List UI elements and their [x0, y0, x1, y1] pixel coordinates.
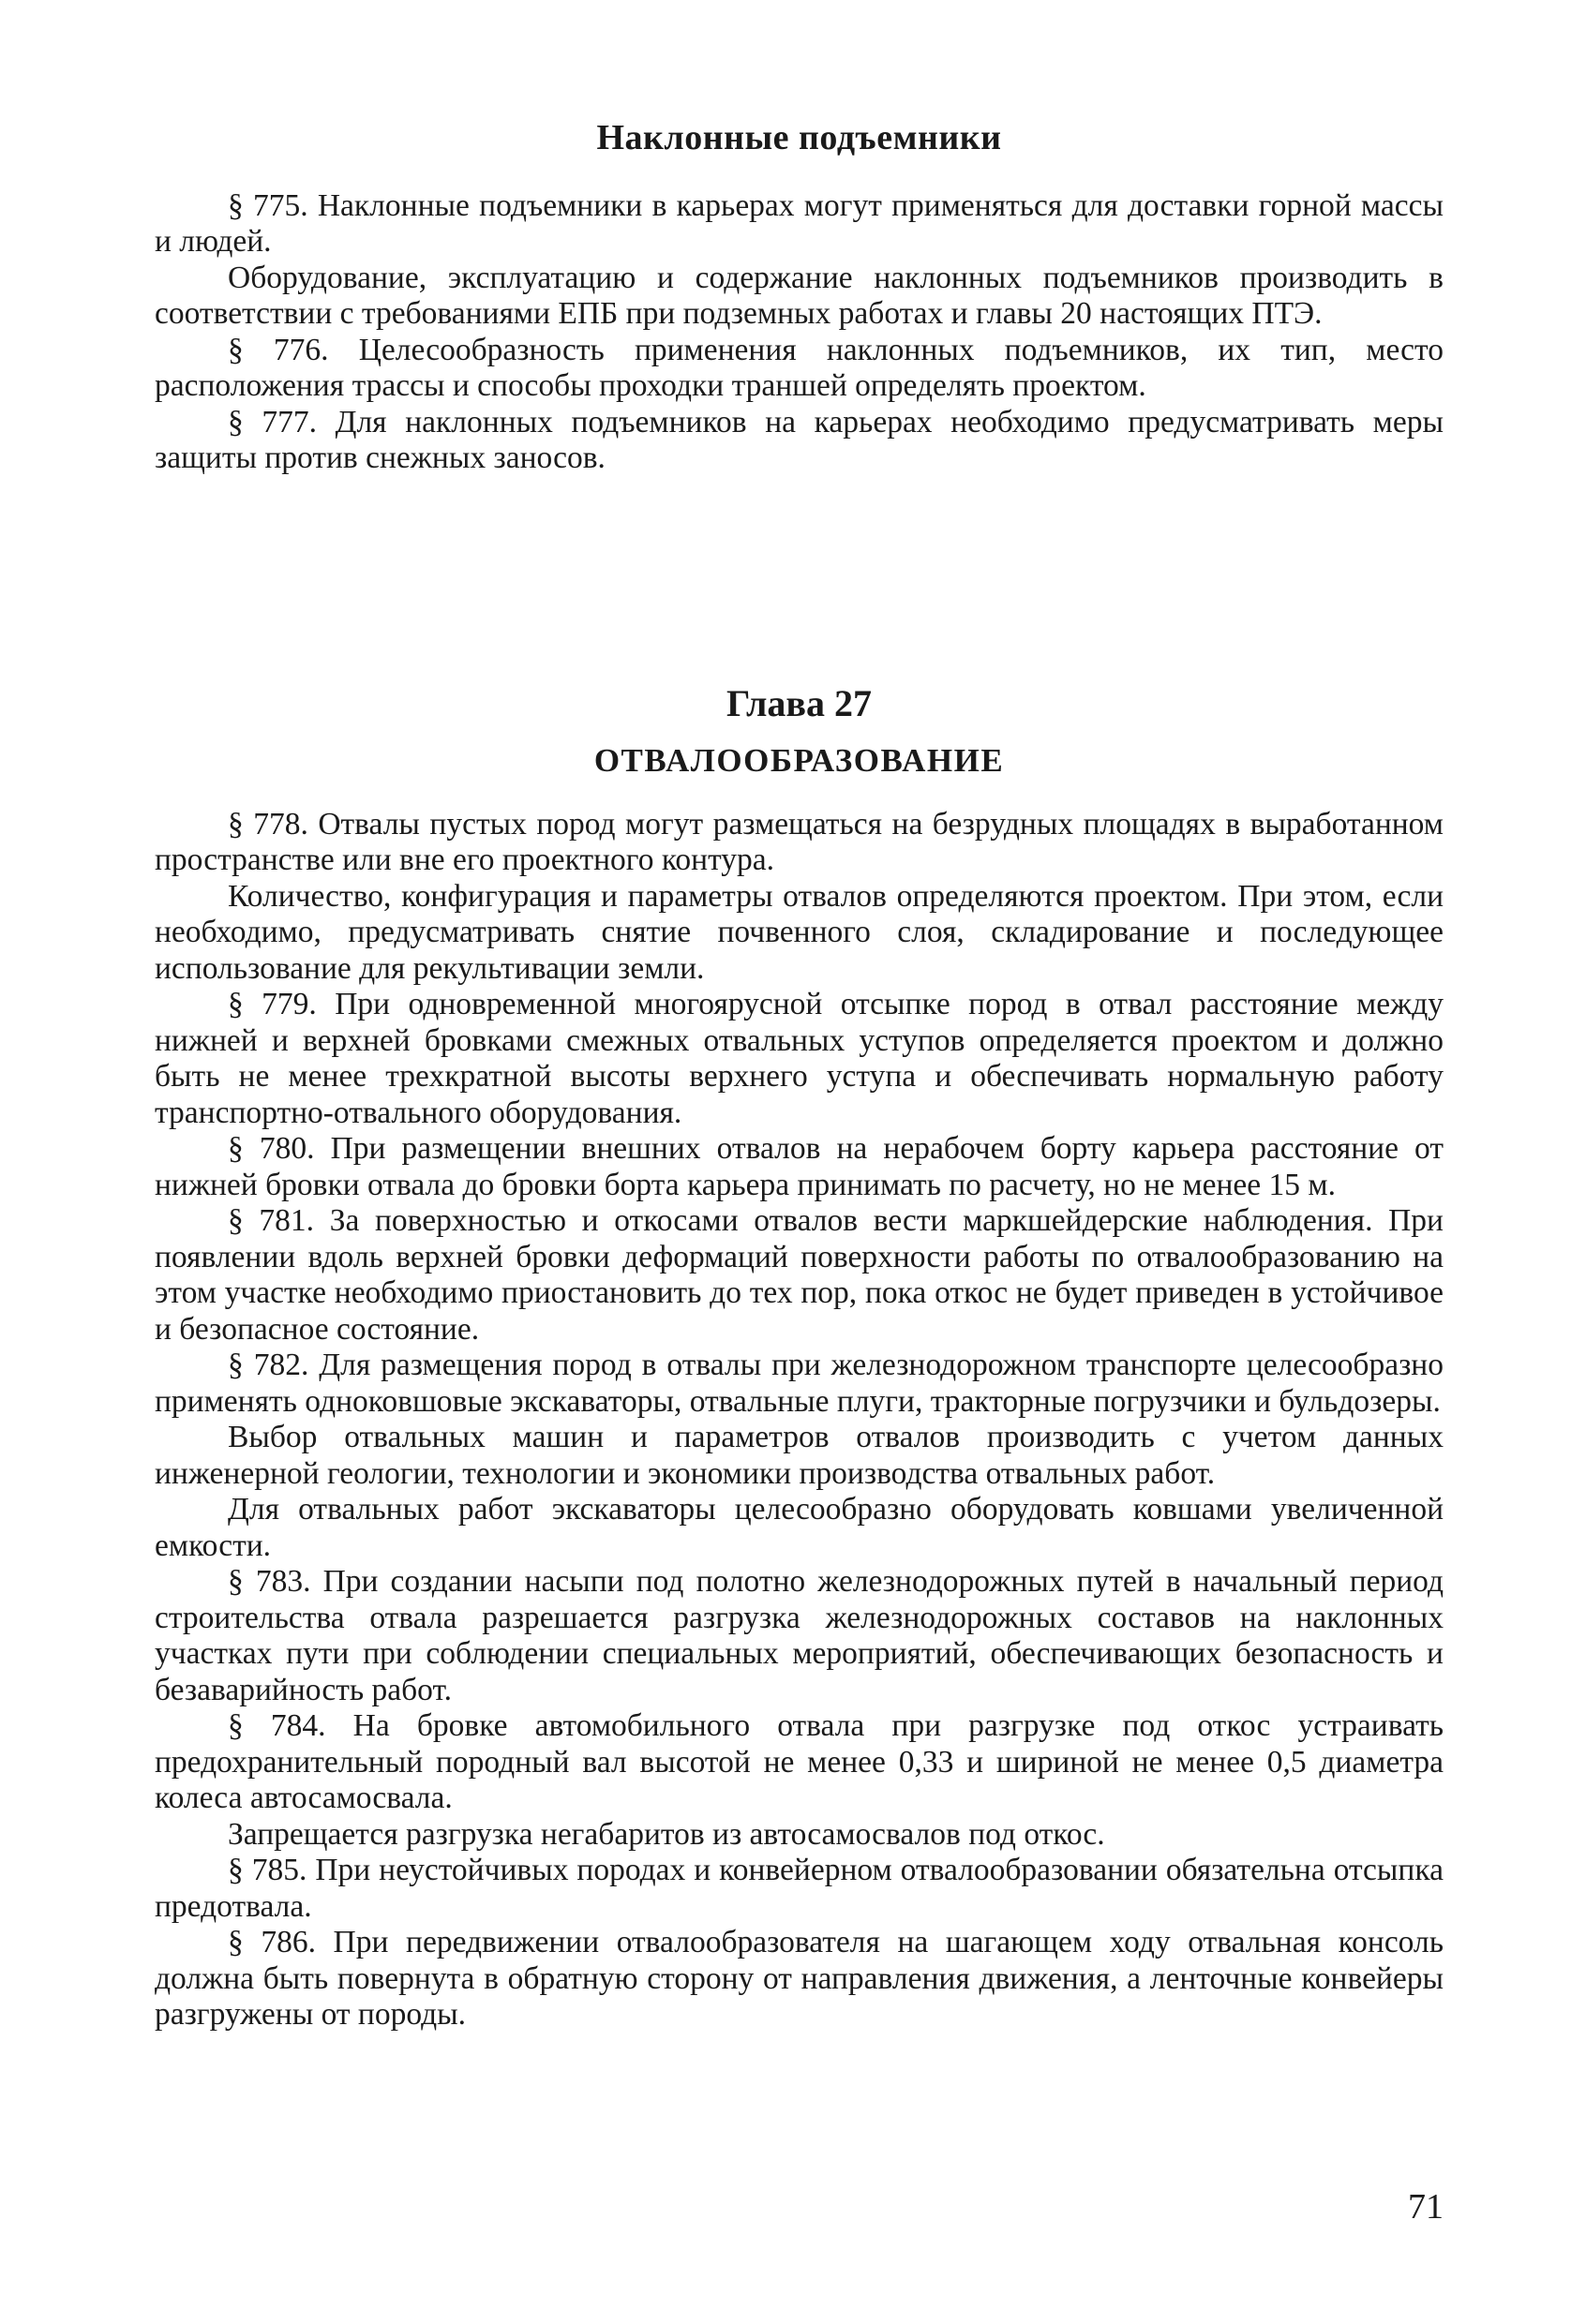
paragraph-786: § 786. При передвижении отвалообразователя на шагающем ходу отвальная консоль должна быть повернута в обратную сторону от направления движения, а ленточные конвейеры разгружены от породы.	[155, 1925, 1444, 2033]
paragraph-777: § 777. Для наклонных подъемников на карьерах необходимо предусматривать меры защиты против снежных заносов.	[155, 404, 1444, 476]
paragraph-excavator-buckets: Для отвальных работ экскаваторы целесообразно оборудовать ковшами увеличенной емкости.	[155, 1492, 1444, 1563]
document-page	[155, 117, 1444, 2034]
section-spacer	[155, 477, 1444, 681]
paragraph-783: § 783. При создании насыпи под полотно железнодорожных путей в начальный период строительства отвала разрешается разгрузка железнодорожных составов на наклонных участках пути при соблюдении специальных мероприятий, обеспечивающих безопасность и безаварийность работ.	[155, 1564, 1444, 1707]
paragraph-oversize-prohibition: Запрещается разгрузка негабаритов из автосамосвалов под откос.	[228, 1816, 1105, 1852]
chapter-subtitle: ОТВАЛООБРАЗОВАНИЕ	[593, 741, 1005, 779]
paragraph-784: § 784. На бровке автомобильного отвала при разгрузке под откос устраивать предохранительный породный вал высотой не менее 0,33 и шириной не менее 0,5 диаметра колеса автосамосвала.	[155, 1708, 1444, 1816]
paragraph-778: § 778. Отвалы пустых пород могут размещаться на безрудных площадях в выработанном пространстве или вне его проектного контура.	[155, 806, 1444, 878]
paragraph-775: § 775. Наклонные подъемники в карьерах могут применяться для доставки горной массы и людей.	[155, 187, 1444, 260]
paragraph-779: § 779. При одновременной многоярусной отсыпке пород в отвал расстояние между нижней и верхней бровками смежных отвальных уступов определяется проектом и должно быть не менее трехкратной высоты верхнего уступа и обеспечивать нормальную работу транспортно-отвального оборудования.	[155, 987, 1444, 1130]
paragraph-equipment: Оборудование, эксплуатацию и содержание наклонных подъемников производить в соответствии с требованиями ЕПБ при подземных работах и главы 20 настоящих ПТЭ.	[155, 260, 1444, 332]
paragraph-782: § 782. Для размещения пород в отвалы при железнодорожном транспорте целесообразно применять одноковшовые экскаваторы, отвальные плуги, тракторные погрузчики и бульдозеры.	[155, 1348, 1444, 1419]
chapter-heading: Глава 27	[726, 681, 872, 724]
paragraph-781: § 781. За поверхностью и откосами отвалов вести маркшейдерские наблюдения. При появлении вдоль верхней бровки деформаций поверхности работы по отвалообразованию на этом участке необходимо приостановить до тех пор, пока откос не будет приведен в устойчивое и безопасное состояние.	[155, 1203, 1444, 1347]
section-title: Наклонные подъемники	[596, 118, 1002, 157]
paragraph-780: § 780. При размещении внешних отвалов на нерабочем борту карьера расстояние от нижней бровки отвала до бровки борта карьера принимать по расчету, но не менее 15 м.	[155, 1131, 1444, 1202]
paragraph-machine-selection: Выбор отвальных машин и параметров отвалов производить с учетом данных инженерной геологии, технологии и экономики производства отвальных работ.	[155, 1420, 1444, 1491]
paragraph-dump-parameters: Количество, конфигурация и параметры отвалов определяются проектом. При этом, если необходимо, предусматривать снятие почвенного слоя, складирование и последующее использование для рекультивации земли.	[155, 878, 1444, 986]
page-number: 71	[1408, 2187, 1444, 2227]
paragraph-776: § 776. Целесообразность применения наклонных подъемников, их тип, место расположения трассы и способы проходки траншей определять проектом.	[155, 332, 1444, 404]
paragraph-785: § 785. При неустойчивых породах и конвейерном отвалообразовании обязательна отсыпка предотвала.	[155, 1853, 1444, 1924]
